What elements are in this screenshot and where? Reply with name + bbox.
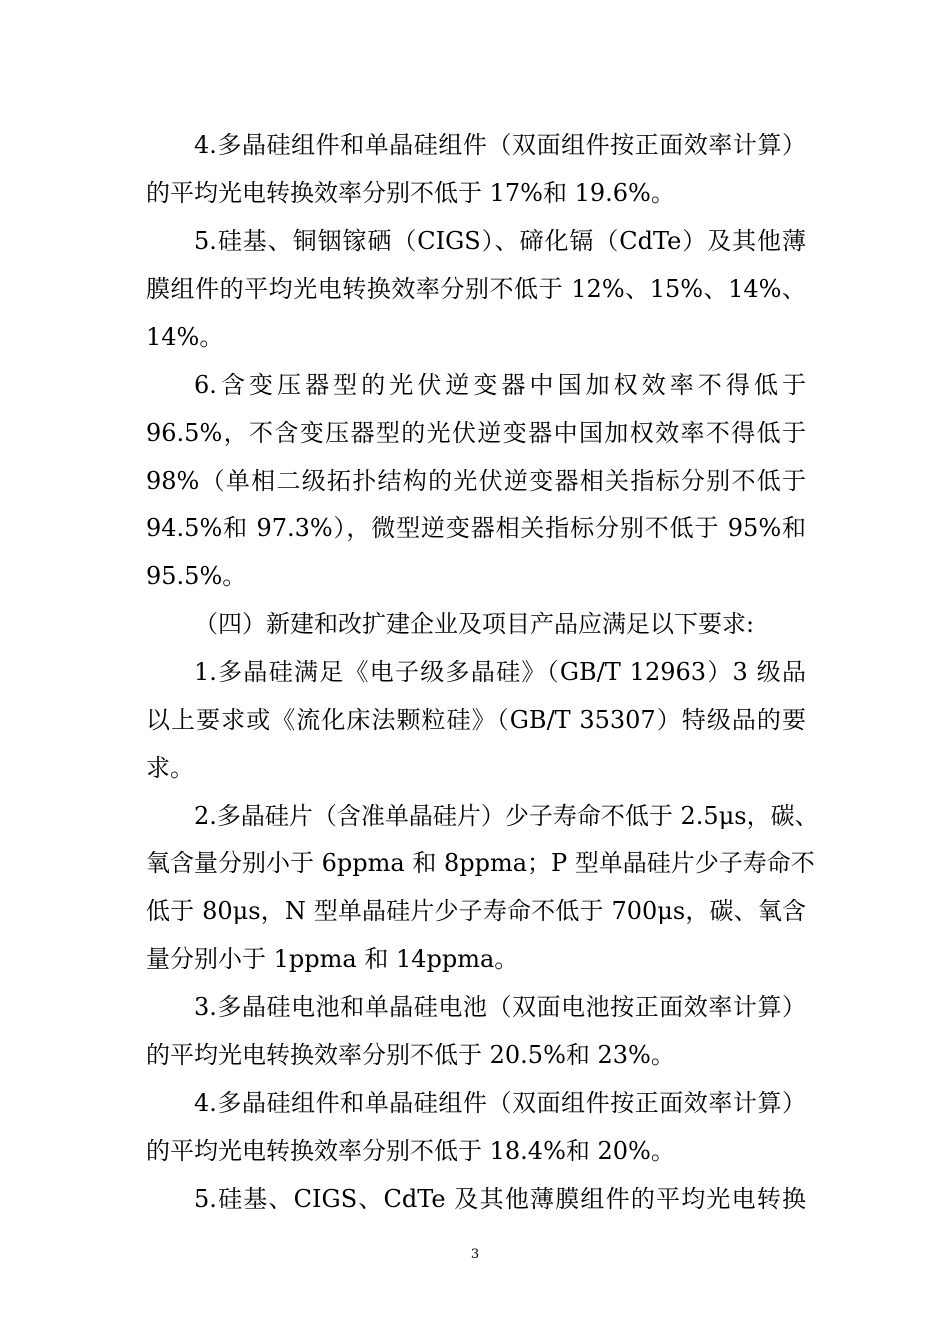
text-line: 5.硅基、铜铟镓硒（CIGS）、碲化镉（CdTe）及其他薄	[194, 227, 806, 255]
text-line: 膜组件的平均光电转换效率分别不低于 12%、15%、14%、	[146, 275, 806, 303]
text-line: 的平均光电转换效率分别不低于 18.4%和 20%。	[146, 1137, 675, 1165]
text-line: 94.5%和 97.3%），微型逆变器相关指标分别不低于 95%和	[146, 514, 806, 542]
text-line: 6.含变压器型的光伏逆变器中国加权效率不得低于	[194, 371, 806, 399]
text-line: 1.多晶硅满足《电子级多晶硅》（GB/T 12963）3 级品	[194, 658, 806, 686]
text-line: 4.多晶硅组件和单晶硅组件（双面组件按正面效率计算）	[194, 131, 806, 159]
text-line: 4.多晶硅组件和单晶硅组件（双面组件按正面效率计算）	[194, 1089, 806, 1117]
text-line: 低于 80μs，N 型单晶硅片少子寿命不低于 700μs，碳、氧含	[146, 897, 806, 925]
text-line: 96.5%，不含变压器型的光伏逆变器中国加权效率不得低于	[146, 419, 806, 447]
text-line: 5.硅基、CIGS、CdTe 及其他薄膜组件的平均光电转换	[194, 1185, 806, 1213]
text-line: 求。	[146, 754, 194, 782]
section-heading: （四）新建和改扩建企业及项目产品应满足以下要求:	[194, 610, 755, 638]
text-line: 95.5%。	[146, 562, 247, 590]
text-line: 3.多晶硅电池和单晶硅电池（双面电池按正面效率计算）	[194, 993, 806, 1021]
text-line: 量分别小于 1ppma 和 14ppma。	[146, 945, 519, 973]
text-line: 的平均光电转换效率分别不低于 20.5%和 23%。	[146, 1041, 675, 1069]
text-line: 2.多晶硅片（含准单晶硅片）少子寿命不低于 2.5μs，碳、	[194, 802, 819, 830]
text-line: 氧含量分别小于 6ppma 和 8ppma；P 型单晶硅片少子寿命不	[146, 849, 815, 877]
text-line: 14%。	[146, 323, 224, 351]
text-line: 98%（单相二级拓扑结构的光伏逆变器相关指标分别不低于	[146, 467, 806, 495]
page-number: 3	[470, 1247, 480, 1262]
text-line: 以上要求或《流化床法颗粒硅》（GB/T 35307）特级品的要	[146, 706, 806, 734]
text-line: 的平均光电转换效率分别不低于 17%和 19.6%。	[146, 179, 675, 207]
